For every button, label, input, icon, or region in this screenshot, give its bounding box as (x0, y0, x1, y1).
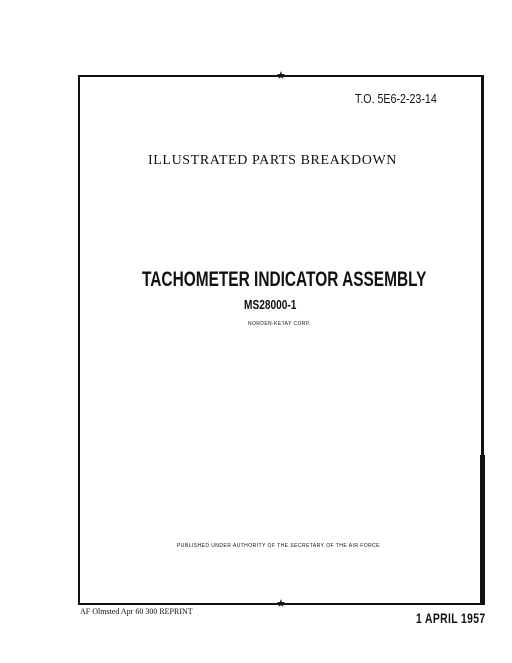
to-number: T.O. 5E6-2-23-14 (355, 91, 437, 106)
reprint-note: AF Olmsted Apr 60 300 REPRINT (80, 607, 193, 616)
right-border-thick-segment (480, 455, 485, 605)
top-star-icon: ★ (276, 69, 286, 82)
part-number: MS28000-1 (244, 297, 297, 312)
publication-date: 1 APRIL 1957 (416, 610, 486, 626)
document-title: TACHOMETER INDICATOR ASSEMBLY (142, 268, 427, 291)
left-border (78, 75, 80, 605)
bottom-star-icon: ★ (276, 597, 286, 610)
manufacturer: NORDEN-KETAY CORP. (248, 321, 311, 327)
document-heading: ILLUSTRATED PARTS BREAKDOWN (148, 153, 397, 168)
authority-statement: PUBLISHED UNDER AUTHORITY OF THE SECRETARY OF THE AIR FORCE (177, 543, 380, 549)
